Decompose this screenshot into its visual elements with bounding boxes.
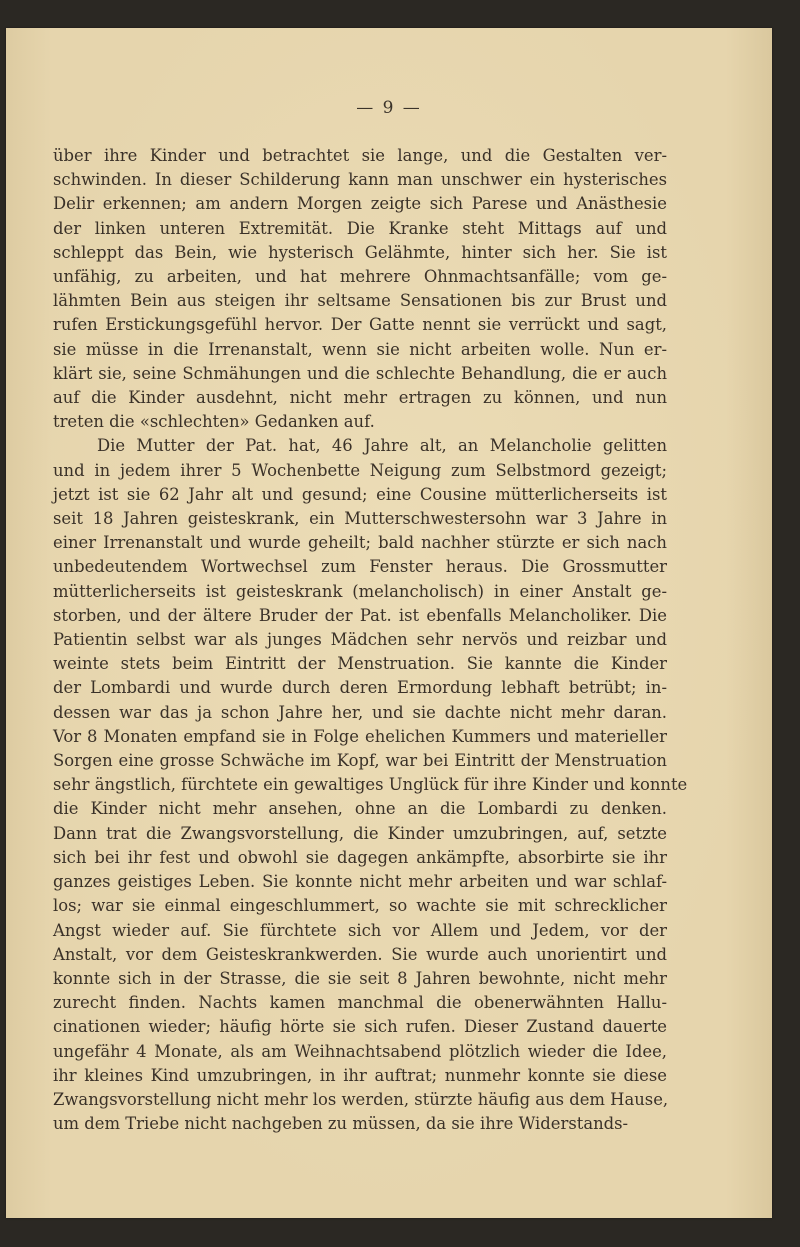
text-line: Die Mutter der Pat. hat, 46 Jahre alt, an Melancholie gelitten [97,436,667,456]
text-line: rufen Erstickungsgefühl hervor. Der Gatte nennt sie verrückt und sagt, [53,315,667,335]
text-line: seit 18 Jahren geisteskrank, ein Mutterschwestersohn war 3 Jahre in [53,509,667,529]
text-line: mütterlicherseits ist geisteskrank (melancholisch) in einer Anstalt ge- [53,581,667,601]
text-line: zurecht finden. Nachts kamen manchmal die obenerwähnten Hallu- [53,993,667,1013]
text-line: sich bei ihr fest und obwohl sie dagegen ankämpfte, absorbirte sie ihr [53,847,667,867]
text-line: dessen war das ja schon Jahre her, und sie dachte nicht mehr daran. [53,702,667,722]
text-line: konnte sich in der Strasse, die sie seit 8 Jahren bewohnte, nicht mehr [53,968,667,988]
paragraph-1 [53,144,667,434]
text-line: sehr ängstlich, fürchtete ein gewaltiges Unglück für ihre Kinder und konnte [53,775,688,795]
text-line: der linken unteren Extremität. Die Kranke steht Mittags auf und [53,218,667,238]
text-line: unbedeutendem Wortwechsel zum Fenster heraus. Die Grossmutter [53,557,667,577]
page-number: — 9 — [356,98,422,118]
text-line: Anstalt, vor dem Geisteskrankwerden. Sie wurde auch unorientirt und [53,944,667,964]
text-line: Delir erkennen; am andern Morgen zeigte sich Parese und Anästhesie [53,194,667,214]
text-line: storben, und der ältere Bruder der Pat. ist ebenfalls Melancholiker. Die [53,605,667,625]
text-line: über ihre Kinder und betrachtet sie lange, und die Gestalten ver- [53,146,667,165]
text-line: Sorgen eine grosse Schwäche im Kopf, war bei Eintritt der Menstruation [53,751,667,771]
text-line: los; war sie einmal eingeschlummert, so wachte sie mit schrecklicher [53,896,667,916]
text-line: Angst wieder auf. Sie fürchtete sich vor Allem und Jedem, vor der [53,920,667,940]
text-line: lähmten Bein aus steigen ihr seltsame Sensationen bis zur Brust und [53,291,667,311]
text-line: Dann trat die Zwangsvorstellung, die Kinder umzubringen, auf, setzte [53,823,667,843]
text-line: ihr kleines Kind umzubringen, in ihr auftrat; nunmehr konnte sie diese [53,1065,667,1085]
text-line: und in jedem ihrer 5 Wochenbette Neigung zum Selbstmord gezeigt; [53,460,667,480]
text-line: Vor 8 Monaten empfand sie in Folge ehelichen Kummers und materieller [53,726,667,746]
paragraph-2 [53,434,688,1136]
book-page [6,28,772,1218]
text-line: der Lombardi und wurde durch deren Ermordung lebhaft betrübt; in- [53,678,667,698]
text-line: Zwangsvorstellung nicht mehr los werden, stürzte häufig aus dem Hause, [53,1089,669,1109]
text-line: sie müsse in die Irrenanstalt, wenn sie nicht arbeiten wolle. Nun er- [53,339,667,359]
text-line: jetzt ist sie 62 Jahr alt und gesund; eine Cousine mütterlicherseits ist [53,484,667,504]
text-line: klärt sie, seine Schmähungen und die schlechte Behandlung, die er auch [53,363,667,383]
text-line: um dem Triebe nicht nachgeben zu müssen, da sie ihre Widerstands- [53,1114,629,1134]
text-line: treten die «schlechten» Gedanken auf. [53,412,375,432]
text-line: schwinden. In dieser Schilderung kann man unschwer ein hysterisches [53,170,667,190]
text-line: die Kinder nicht mehr ansehen, ohne an die Lombardi zu denken. [53,799,667,819]
text-line: schleppt das Bein, wie hysterisch Gelähmte, hinter sich her. Sie ist [53,242,667,262]
text-line: weinte stets beim Eintritt der Menstruation. Sie kannte die Kinder [53,654,667,674]
text-line: ganzes geistiges Leben. Sie konnte nicht mehr arbeiten und war schlaf- [53,872,667,892]
body-text [53,144,688,1136]
text-line: ungefähr 4 Monate, als am Weihnachtsabend plötzlich wieder die Idee, [53,1041,667,1061]
text-line: Patientin selbst war als junges Mädchen sehr nervös und reizbar und [53,630,667,650]
text-line: einer Irrenanstalt und wurde geheilt; bald nachher stürzte er sich nach [53,533,667,553]
text-line: unfähig, zu arbeiten, und hat mehrere Ohnmachtsanfälle; vom ge- [53,267,667,287]
text-line: cinationen wieder; häufig hörte sie sich rufen. Dieser Zustand dauerte [53,1017,667,1037]
text-line: auf die Kinder ausdehnt, nicht mehr ertragen zu können, und nun [53,388,667,408]
